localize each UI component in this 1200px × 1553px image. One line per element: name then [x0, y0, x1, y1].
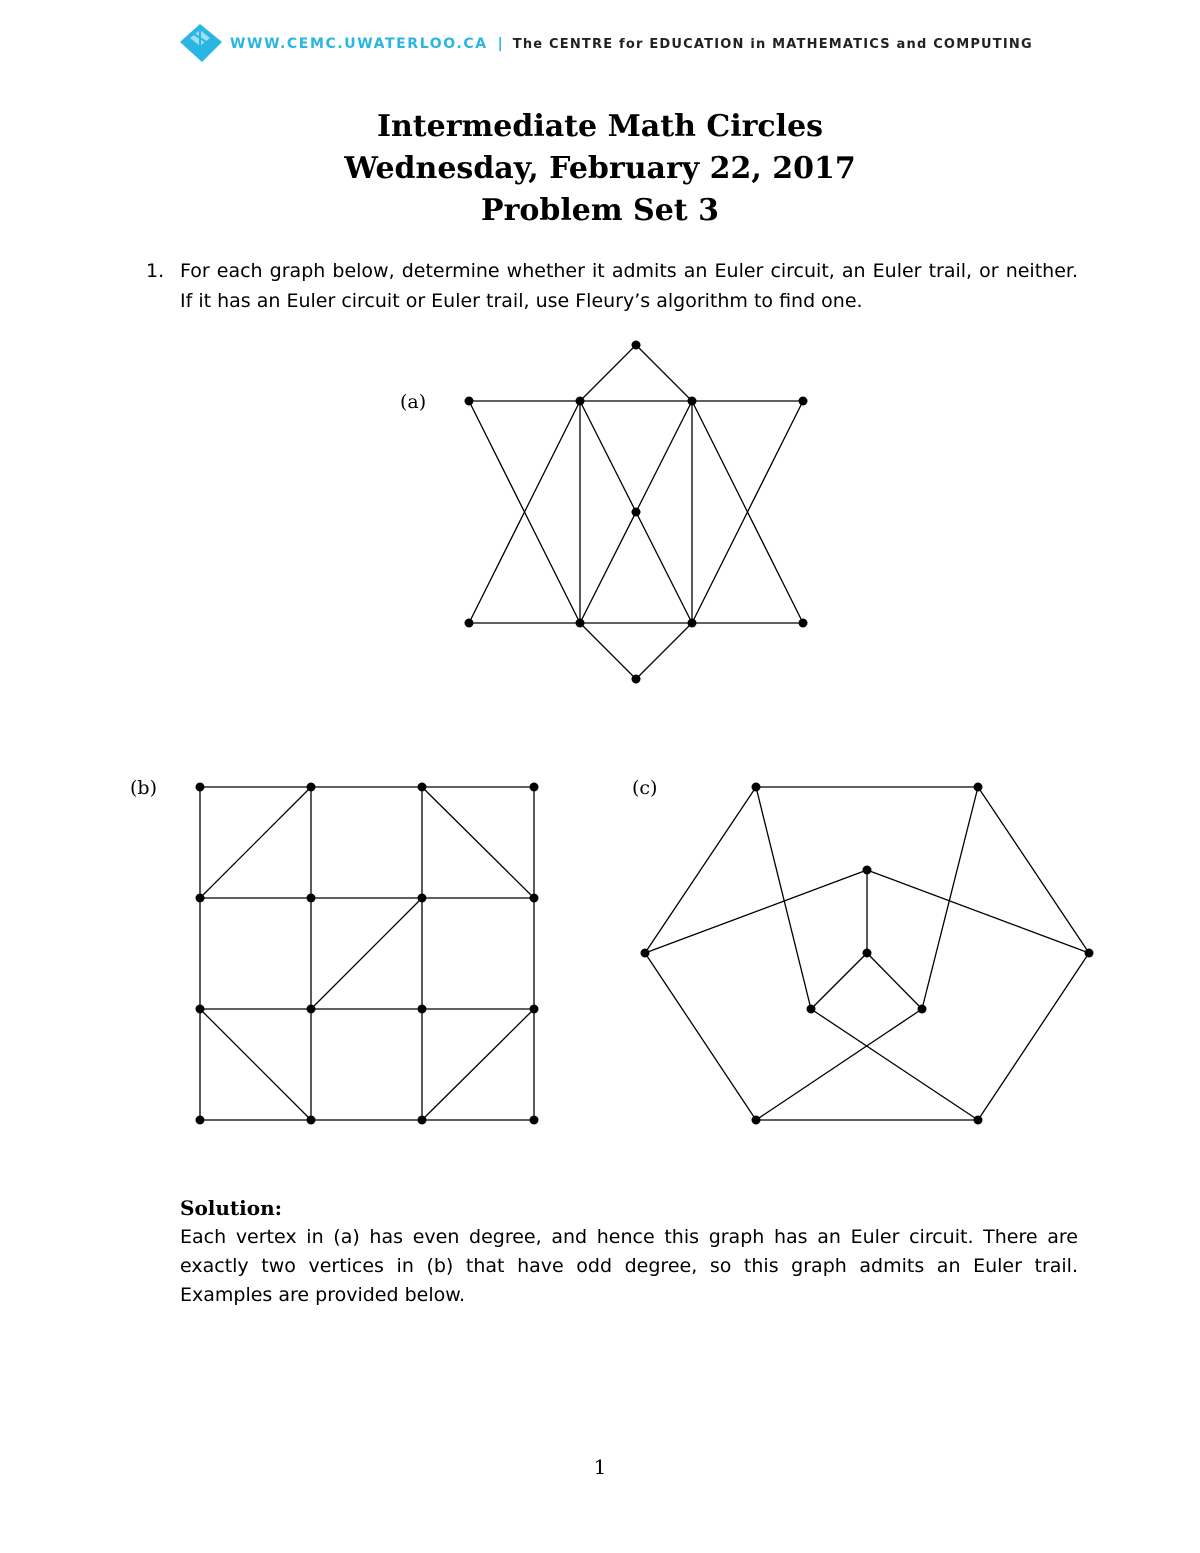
title-line-1: Intermediate Math Circles [376, 109, 824, 144]
problem-number: 1. [146, 260, 165, 282]
title-line-3: Problem Set 3 [481, 193, 719, 228]
page-number: 1 [593, 1455, 607, 1479]
title-line-2: Wednesday, February 22, 2017 [344, 151, 856, 186]
solution-block [180, 1194, 1078, 1310]
site-url-link[interactable]: WWW.CEMC.UWATERLOO.CA [230, 36, 488, 52]
graph-b-label: (b) [130, 777, 157, 799]
solution-heading: Solution: [180, 1196, 283, 1220]
graph-b [130, 777, 539, 1125]
graph-a [400, 341, 808, 684]
graph-c-label: (c) [632, 777, 658, 799]
header-separator: | [497, 36, 503, 52]
organization-name: The CENTRE for EDUCATION in MATHEMATICS and COMPUTING [512, 36, 1033, 52]
solution-text: Each vertex in (a) has even degree, and hence this graph has an Euler circuit. There are exactly two vertices in (b) that have odd degree, so this graph admits an Euler trail. Examples are provided below. [180, 1226, 1078, 1306]
problem-text: For each graph below, determine whether it admits an Euler circuit, an Euler trail, or neither. If it has an Euler circuit or Euler trail, use Fleury’s algorithm to find one. [180, 260, 1078, 312]
graph-c [632, 777, 1094, 1125]
graph-a-label: (a) [400, 391, 427, 413]
